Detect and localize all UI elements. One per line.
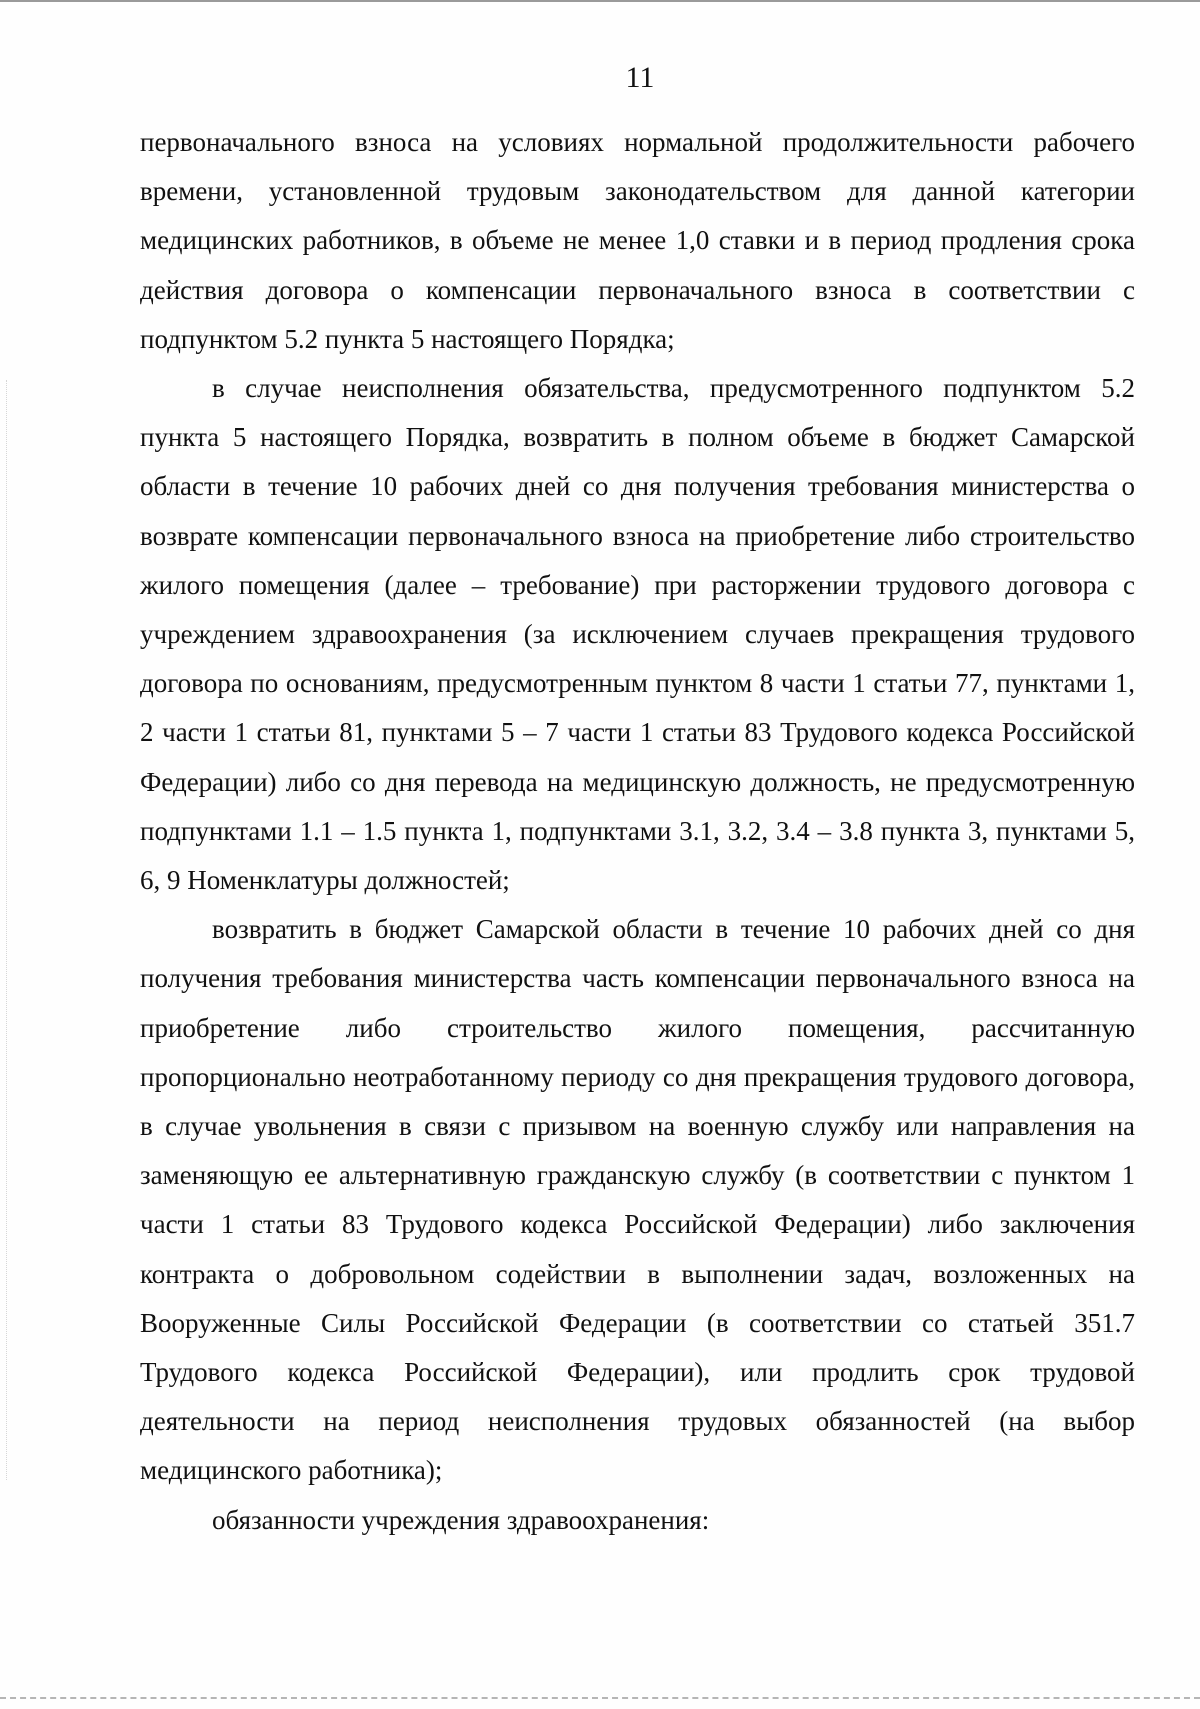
paragraph-institution-duties: обязанности учреждения здравоохранения:: [212, 1504, 710, 1535]
scan-bottom-edge: [0, 1697, 1200, 1699]
scan-left-speckle: [6, 380, 7, 1480]
document-body: [140, 118, 1135, 1545]
page-number: 11: [625, 61, 655, 94]
paragraph-continuation: первоначального взноса на условиях нормальной продолжительности рабочего времени, установленной трудовым законодательством для данной категории медицинских работников, в объеме не менее 1,0 ставки и в период продления срока действия договора о компенсации первоначального взноса в соответствии с подпунктом 5.2 пункта 5 настоящего Порядка;: [140, 127, 1135, 354]
paragraph-refund-full: в случае неисполнения обязательства, предусмотренного подпунктом 5.2 пункта 5 настоящего Порядка, возвратить в полном объеме в бюджет Самарской области в течение 10 рабочих дней со дня получения требования министерства о возврате компенсации первоначального взноса на приобретение либо строительство жилого помещения (далее – требование) при расторжении трудового договора с учреждением здравоохранения (за исключением случаев прекращения трудового договора по основаниям, предусмотренным пунктом 8 части 1 статьи 77, пунктами 1, 2 части 1 статьи 81, пунктами 5 – 7 части 1 статьи 83 Трудового кодекса Российской Федерации) либо со дня перевода на медицинскую должность, не предусмотренную подпунктами 1.1 – 1.5 пункта 1, подпунктами 3.1, 3.2, 3.4 – 3.8 пункта 3, пунктами 5, 6, 9 Номенклатуры должностей;: [140, 373, 1135, 896]
paragraph-refund-partial: возвратить в бюджет Самарской области в течение 10 рабочих дней со дня получения требования министерства часть компенсации первоначального взноса на приобретение либо строительство жилого помещения, рассчитанную пропорционально неотработанному периоду со дня прекращения трудового договора, в случае увольнения в связи с призывом на военную службу или направления на заменяющую ее альтернативную гражданскую службу (в соответствии с пунктом 1 части 1 статьи 83 Трудового кодекса Российской Федерации) либо заключения контракта о добровольном содействии в выполнении задач, возложенных на Вооруженные Силы Российской Федерации (в соответствии со статьей 351.7 Трудового кодекса Российской Федерации), или продлить срок трудовой деятельности на период неисполнения трудовых обязанностей (на выбор медицинского работника);: [140, 914, 1135, 1486]
scan-top-edge: [0, 0, 1200, 2]
